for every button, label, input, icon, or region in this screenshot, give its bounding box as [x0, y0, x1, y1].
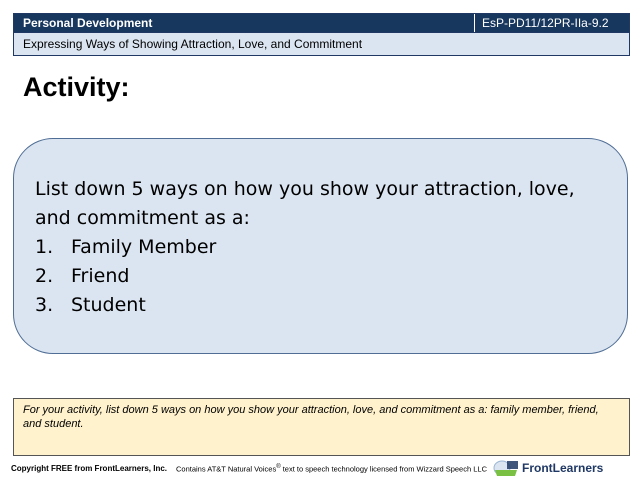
- copyright-text: Copyright FREE from FrontLearners, Inc.: [11, 464, 168, 473]
- list-label: Family Member: [71, 236, 217, 258]
- tts-suffix: text to speech technology licensed from Wizzard Speech LLC: [280, 464, 487, 474]
- activity-text: [35, 175, 605, 320]
- list-number: 2.: [35, 265, 54, 287]
- activity-intro: List down 5 ways on how you show your attraction, love, and commitment as a:: [35, 178, 575, 229]
- registered-mark: ®: [276, 464, 281, 470]
- competency-code: EsP-PD11/12PR-IIa-9.2: [474, 14, 629, 32]
- frontlearners-logo: [493, 457, 633, 479]
- speaker-note-box: For your activity, list down 5 ways on how you show your attraction, love, and commitment as a: family member, friend, and student.: [13, 398, 630, 456]
- lesson-subtitle: Expressing Ways of Showing Attraction, Love, and Commitment: [13, 33, 630, 56]
- activity-content-box: [13, 138, 628, 354]
- tts-prefix: Contains AT&T Natural Voices: [176, 464, 277, 474]
- list-label: Friend: [71, 265, 130, 287]
- activity-list: [35, 233, 605, 320]
- slide-title: Activity:: [23, 72, 130, 102]
- list-number: 1.: [35, 236, 54, 258]
- list-label: Student: [71, 294, 146, 316]
- tts-notice: [176, 464, 487, 474]
- list-item: [35, 262, 605, 291]
- header-bar: [13, 13, 630, 33]
- list-number: 3.: [35, 294, 54, 316]
- list-item: [35, 233, 605, 262]
- logo-text: FrontLearners: [522, 461, 604, 475]
- logo-mark-icon: [493, 458, 519, 478]
- subject-label: Personal Development: [14, 14, 474, 32]
- list-item: [35, 291, 605, 320]
